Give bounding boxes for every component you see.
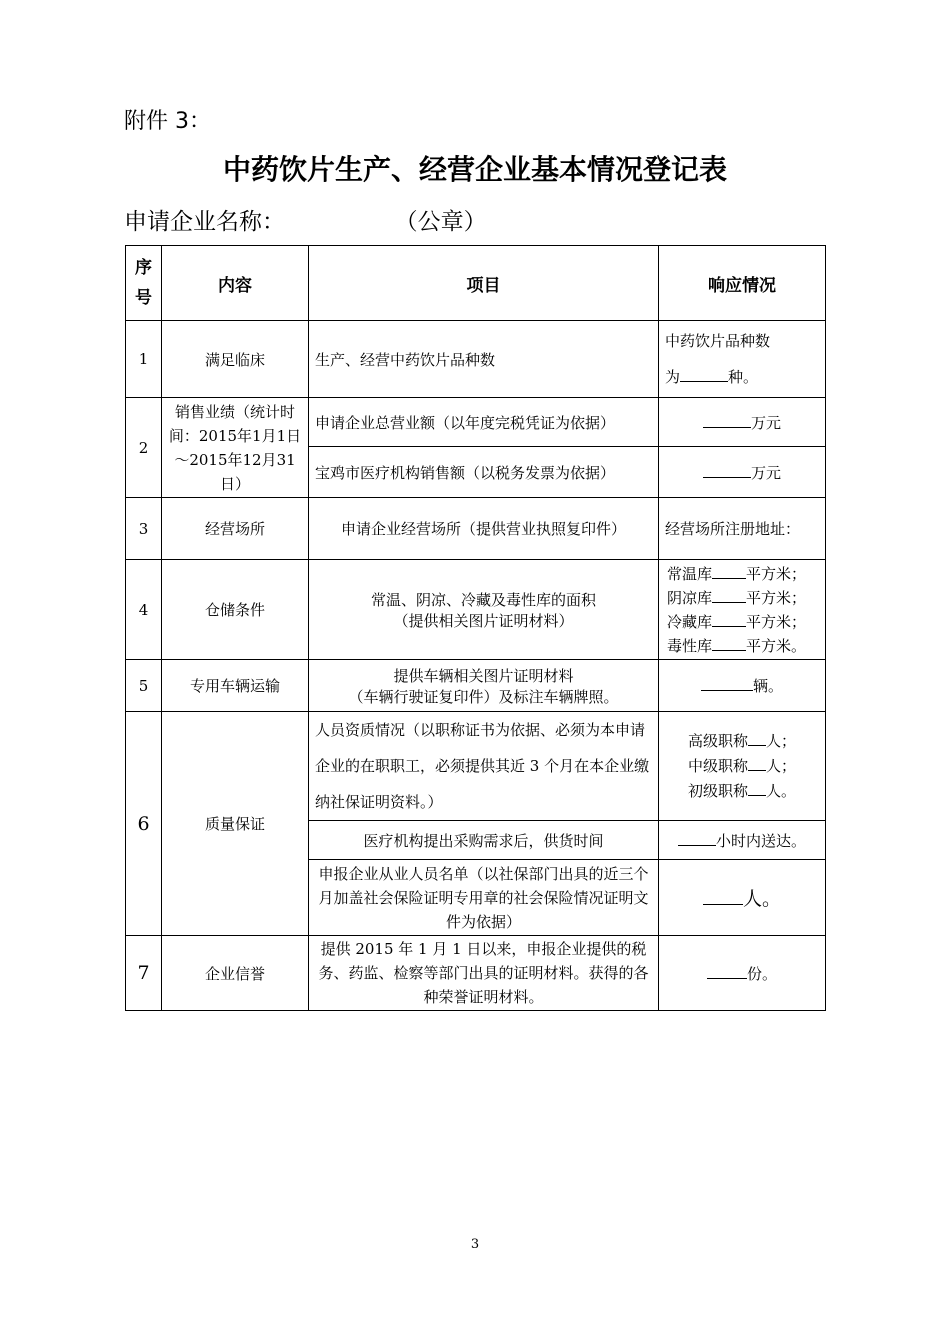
row-response [659,936,826,1011]
variety-count-label: 中药饮片品种数 [665,332,771,350]
storage-unit: 平方米。 [746,636,807,655]
header-seq: 序号 [126,246,162,321]
row-content: 质量保证 [162,712,309,936]
row-response [659,712,826,821]
blank-field[interactable] [678,830,716,846]
attachment-label: 附件 3： [124,109,211,134]
blank-field[interactable] [703,462,751,478]
row-seq: 2 [126,398,162,498]
row-response [659,447,826,498]
row-response: 经营场所注册地址： [659,498,826,560]
registration-table [125,245,826,1011]
blank-field[interactable] [712,563,746,579]
row-item: 申报企业从业人员名单（以社保部门出具的近三个月加盖社会保险证明专用章的社会保险情况证明文件为依据） [309,860,659,936]
header-response: 响应情况 [659,246,826,321]
storage-name: 冷藏库 [667,612,713,631]
staff-unit: 人。 [742,888,781,910]
table-row [126,936,826,1011]
storage-line [667,586,821,610]
title-line [665,754,819,779]
blank-field[interactable] [680,366,728,382]
storage-unit: 平方米； [746,612,807,631]
title-unit: 人； [766,756,797,775]
blank-field[interactable] [707,963,747,979]
row-content: 销售业绩（统计时间：2015年1月1日～2015年12月31日） [162,398,309,498]
row-response [659,321,826,398]
vehicle-unit: 辆。 [752,677,783,695]
amount-unit: 万元 [750,413,781,432]
row-content: 仓储条件 [162,560,309,660]
vehicle-item-note: （车辆行驶证复印件）及标注车辆牌照。 [348,687,619,706]
row-item [309,560,659,660]
amount-unit: 万元 [750,463,781,482]
table-header-row [126,246,826,321]
applicant-line [124,203,487,236]
seal-label: （公章） [394,209,487,235]
row-response [659,660,826,712]
storage-unit: 平方米； [746,564,807,583]
title-name: 高级职称 [687,731,748,750]
title-line [665,779,819,804]
row-response [659,398,826,447]
row-item: 医疗机构提出采购需求后，供货时间 [309,821,659,860]
document-title: 中药饮片生产、经营企业基本情况登记表 [222,153,727,186]
row-item: 宝鸡市医疗机构销售额（以税务发票为依据） [309,447,659,498]
row-item: 人员资质情况（以职称证书为依据、必须为本申请企业的在职职工，必须提供其近 3 个月在本企业缴纳社保证明资料。） [309,712,659,821]
row-seq: 3 [126,498,162,560]
copies-unit: 份。 [746,964,777,983]
row-content: 经营场所 [162,498,309,560]
storage-line [667,634,821,658]
row-content: 满足临床 [162,321,309,398]
table-row [126,498,826,560]
table-row [126,321,826,398]
variety-prefix: 为 [665,368,681,386]
title-unit: 人。 [766,781,797,800]
blank-field[interactable] [712,611,746,627]
row-content: 企业信誉 [162,936,309,1011]
storage-line [667,562,821,586]
header-content: 内容 [162,246,309,321]
row-item [309,660,659,712]
row-content: 专用车辆运输 [162,660,309,712]
page-number: 3 [470,1237,480,1252]
row-seq: 4 [126,560,162,660]
title-name: 中级职称 [687,756,748,775]
storage-unit: 平方米； [746,588,807,607]
row-item: 提供 2015 年 1 月 1 日以来，申报企业提供的税务、药监、检察等部门出具的证明材料。获得的各种荣誉证明材料。 [309,936,659,1011]
storage-line [667,610,821,634]
row-response [659,860,826,936]
storage-name: 毒性库 [667,636,713,655]
table-row [126,398,826,447]
blank-field[interactable] [712,635,746,651]
row-response [659,821,826,860]
blank-field[interactable] [748,755,766,771]
storage-name: 阴凉库 [667,588,713,607]
vehicle-item-line: 提供车辆相关图片证明材料 [393,666,574,685]
row-seq: 6 [126,712,162,936]
row-response [659,560,826,660]
blank-field[interactable] [703,412,751,428]
variety-count-line [665,359,819,395]
table-row [126,712,826,821]
blank-field[interactable] [748,730,766,746]
row-seq: 5 [126,660,162,712]
delivery-unit: 小时内送达。 [715,831,806,850]
storage-item-line: 常温、阴凉、冷藏及毒性库的面积 [370,590,596,609]
row-seq: 1 [126,321,162,398]
title-unit: 人； [766,731,797,750]
blank-field[interactable] [712,587,746,603]
storage-name: 常温库 [667,564,713,583]
applicant-label: 申请企业名称： [124,209,285,235]
row-seq: 7 [126,936,162,1011]
blank-field[interactable] [703,889,743,905]
storage-item-note: （提供相关图片证明材料） [393,611,574,630]
row-item: 申请企业经营场所（提供营业执照复印件） [309,498,659,560]
variety-unit: 种。 [728,368,759,386]
row-item: 申请企业总营业额（以年度完税凭证为依据） [309,398,659,447]
blank-field[interactable] [748,780,766,796]
table-row [126,660,826,712]
title-line [665,729,819,754]
title-name: 初级职称 [687,781,748,800]
row-item: 生产、经营中药饮片品种数 [309,321,659,398]
header-item: 项目 [309,246,659,321]
table-row [126,560,826,660]
blank-field[interactable] [701,675,753,691]
